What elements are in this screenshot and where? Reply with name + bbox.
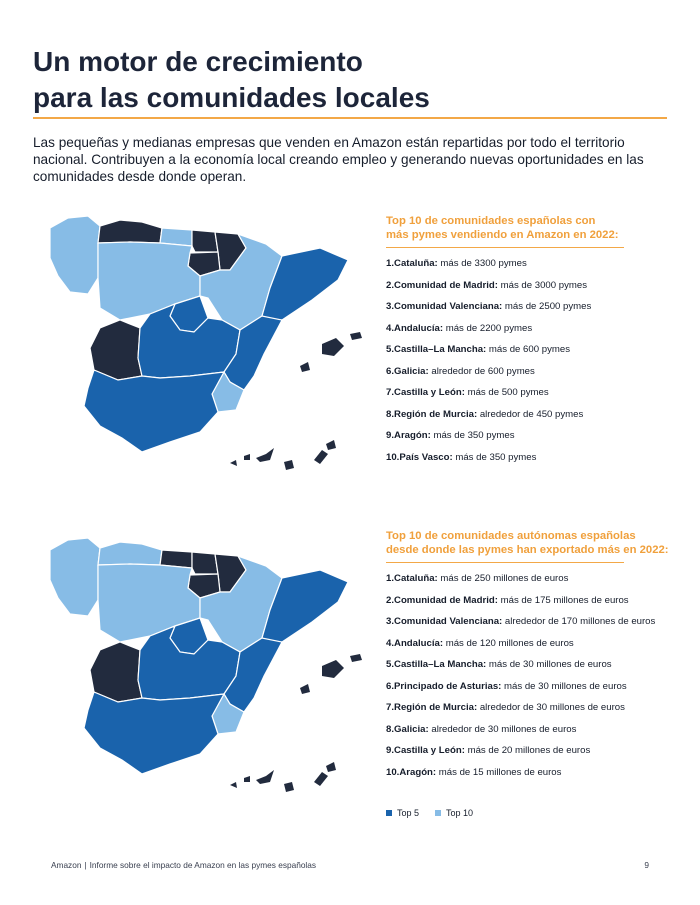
ranking-item-value: más de 2500 pymes <box>502 301 592 312</box>
legend-label-top10: Top 10 <box>446 808 474 818</box>
ranking-item-region: Comunidad Valenciana: <box>394 616 503 627</box>
legend-swatch-top5 <box>386 810 392 816</box>
island-ibiza <box>300 684 310 694</box>
map-regions <box>50 216 348 452</box>
ranking-item-region: Andalucía: <box>394 322 444 334</box>
ranking-title-line-1: Top 10 de comunidades autónomas españolas <box>386 530 636 542</box>
ranking-item-name <box>386 767 436 778</box>
ranking-item-region: Galicia: <box>394 723 429 735</box>
island-tenerife <box>256 448 274 462</box>
ranking-item-region: Cataluña: <box>394 258 438 269</box>
island-gran-canaria <box>284 782 294 792</box>
ranking-item-rank: 9. <box>386 745 395 756</box>
ranking-item-name <box>386 745 465 756</box>
island-lanzarote <box>326 762 336 772</box>
page-title-line-2: para las comunidades locales <box>33 82 430 113</box>
ranking-item-region: Principado de Asturias: <box>394 680 502 692</box>
ranking-item <box>386 638 670 660</box>
region-pais-vasco <box>192 552 218 574</box>
ranking-item-value: más de 20 millones de euros <box>464 745 591 756</box>
ranking-item-region: Cataluña: <box>394 573 438 584</box>
ranking-item-region: Castilla–La Mancha: <box>394 344 487 355</box>
page-footer <box>51 860 316 870</box>
legend-swatch-top10 <box>435 810 441 816</box>
ranking-list-pymes <box>386 258 670 473</box>
ranking-item-value: más de 3300 pymes <box>437 258 527 269</box>
ranking-item-rank: 6. <box>386 680 395 692</box>
spain-map-pymes <box>30 208 375 476</box>
ranking-item-value: más de 175 millones de euros <box>497 594 629 606</box>
region-pais-vasco <box>192 230 218 252</box>
ranking-item-region: Comunidad de Madrid: <box>394 279 498 291</box>
island-tenerife <box>256 770 274 784</box>
ranking-item <box>386 616 670 638</box>
ranking-item-name <box>386 616 502 627</box>
ranking-item-value: más de 350 pymes <box>452 451 537 463</box>
ranking-item-rank: 4. <box>386 322 395 334</box>
map-regions <box>50 538 348 774</box>
ranking-item-rank: 10. <box>386 451 400 463</box>
ranking-item-name <box>386 323 443 334</box>
ranking-item <box>386 681 670 703</box>
ranking-item <box>386 323 670 345</box>
page-title-line-1: Un motor de crecimiento <box>33 46 363 77</box>
page-number: 9 <box>644 860 649 870</box>
ranking-title-pymes <box>386 215 670 242</box>
ranking-item-value: más de 30 millones de euros <box>486 659 612 670</box>
island-ibiza <box>300 362 310 372</box>
ranking-item-region: Castilla–La Mancha: <box>394 659 487 670</box>
ranking-item-rank: 1. <box>386 573 395 584</box>
ranking-item <box>386 767 670 789</box>
ranking-item-rank: 3. <box>386 301 395 312</box>
legend-label-top5: Top 5 <box>397 808 420 818</box>
ranking-item <box>386 409 670 431</box>
footer-separator: | <box>84 860 87 870</box>
ranking-item-value: alrededor de 450 pymes <box>477 408 584 420</box>
ranking-item-rank: 8. <box>386 408 395 420</box>
island-la-gomera <box>244 454 250 460</box>
canary-islands <box>230 762 336 792</box>
island-menorca <box>350 332 362 340</box>
ranking-panel-exports <box>386 530 670 788</box>
island-fuerteventura <box>314 772 328 786</box>
ranking-divider <box>386 562 624 563</box>
ranking-item <box>386 573 670 595</box>
map-legend <box>386 808 489 818</box>
ranking-item-name <box>386 344 486 355</box>
footer-brand: Amazon <box>51 860 82 870</box>
ranking-item-rank: 9. <box>386 430 395 441</box>
ranking-item <box>386 430 670 452</box>
ranking-item-name <box>386 430 431 441</box>
ranking-item-region: Región de Murcia: <box>394 702 478 713</box>
ranking-item-value: alrededor de 30 millones de euros <box>428 723 577 735</box>
ranking-item-name <box>386 702 477 713</box>
ranking-item-rank: 7. <box>386 387 395 398</box>
ranking-item-rank: 6. <box>386 365 395 377</box>
ranking-item-region: Castilla y León: <box>394 387 465 398</box>
ranking-item-rank: 1. <box>386 258 395 269</box>
ranking-item-rank: 5. <box>386 659 395 670</box>
ranking-item-rank: 2. <box>386 594 395 606</box>
ranking-item-value: más de 3000 pymes <box>497 279 588 291</box>
ranking-item-value: más de 2200 pymes <box>443 322 533 334</box>
ranking-item-name <box>386 573 438 584</box>
ranking-item-value: más de 250 millones de euros <box>437 573 569 584</box>
ranking-item-value: más de 350 pymes <box>430 430 515 441</box>
ranking-item-value: alrededor de 30 millones de euros <box>477 702 625 713</box>
island-el-hierro <box>230 782 237 788</box>
island-el-hierro <box>230 460 237 466</box>
island-mallorca <box>322 660 344 678</box>
ranking-divider <box>386 247 624 248</box>
ranking-item-region: Andalucía: <box>394 637 444 649</box>
ranking-item-region: Comunidad de Madrid: <box>394 594 498 606</box>
ranking-item <box>386 702 670 724</box>
legend-item-top5 <box>386 808 419 818</box>
ranking-item <box>386 595 670 617</box>
ranking-title-line-2: desde donde las pymes han exportado más en 2022: <box>386 543 669 556</box>
ranking-item-value: alrededor de 600 pymes <box>428 365 535 377</box>
balearic-islands <box>300 654 362 694</box>
ranking-item-rank: 5. <box>386 344 395 355</box>
ranking-item-name <box>386 595 498 606</box>
ranking-item-name <box>386 366 429 377</box>
ranking-item-name <box>386 638 443 649</box>
ranking-title-line-1: Top 10 de comunidades españolas con <box>386 215 596 227</box>
ranking-item-name <box>386 409 477 420</box>
ranking-item <box>386 659 670 681</box>
ranking-item-region: Galicia: <box>394 365 429 377</box>
ranking-item-value: más de 15 millones de euros <box>436 766 562 778</box>
ranking-item-rank: 3. <box>386 616 395 627</box>
ranking-item <box>386 258 670 280</box>
region-galicia <box>50 538 100 616</box>
ranking-item-name <box>386 724 429 735</box>
ranking-item-name <box>386 681 501 692</box>
ranking-item <box>386 745 670 767</box>
ranking-item-region: Región de Murcia: <box>394 408 478 420</box>
region-andalucia <box>84 370 224 452</box>
island-la-gomera <box>244 776 250 782</box>
ranking-title-line-2: más pymes vendiendo en Amazon en 2022: <box>386 228 619 241</box>
ranking-panel-pymes <box>386 215 670 473</box>
footer-report-title: Informe sobre el impacto de Amazon en las pymes españolas <box>89 860 317 870</box>
ranking-list-exports <box>386 573 670 788</box>
ranking-item-region: País Vasco: <box>399 451 453 463</box>
ranking-item-rank: 7. <box>386 702 395 713</box>
island-mallorca <box>322 338 344 356</box>
ranking-item <box>386 724 670 746</box>
region-asturias <box>98 542 162 565</box>
ranking-item-name <box>386 301 502 312</box>
ranking-item <box>386 366 670 388</box>
title-divider <box>33 117 667 119</box>
ranking-item <box>386 301 670 323</box>
balearic-islands <box>300 332 362 372</box>
ranking-item-rank: 2. <box>386 279 395 291</box>
ranking-item-value: más de 500 pymes <box>464 387 549 398</box>
region-asturias <box>98 220 162 243</box>
ranking-item-rank: 8. <box>386 723 395 735</box>
ranking-item-rank: 4. <box>386 637 395 649</box>
ranking-item-rank: 10. <box>386 766 400 778</box>
region-galicia <box>50 216 100 294</box>
ranking-item-value: más de 600 pymes <box>486 344 570 355</box>
ranking-title-exports <box>386 530 670 557</box>
spain-map-exports <box>30 530 375 798</box>
ranking-item-region: Aragón: <box>394 430 431 441</box>
island-fuerteventura <box>314 450 328 464</box>
island-lanzarote <box>326 440 336 450</box>
legend-item-top10 <box>435 808 473 818</box>
ranking-item <box>386 344 670 366</box>
island-gran-canaria <box>284 460 294 470</box>
ranking-item-region: Aragón: <box>399 766 437 778</box>
page-title <box>33 44 430 116</box>
ranking-item-region: Castilla y León: <box>394 745 465 756</box>
ranking-item <box>386 387 670 409</box>
ranking-item-name <box>386 387 465 398</box>
ranking-item-region: Comunidad Valenciana: <box>394 301 503 312</box>
region-andalucia <box>84 692 224 774</box>
island-menorca <box>350 654 362 662</box>
ranking-item-name <box>386 280 498 291</box>
canary-islands <box>230 440 336 470</box>
ranking-item-name <box>386 659 486 670</box>
ranking-item-value: más de 30 millones de euros <box>501 680 627 692</box>
ranking-item <box>386 452 670 474</box>
ranking-item-name <box>386 452 453 463</box>
ranking-item-value: alrededor de 170 millones de euros <box>502 616 656 627</box>
ranking-item-name <box>386 258 438 269</box>
intro-paragraph: Las pequeñas y medianas empresas que venden en Amazon están repartidas por todo el territorio nacional. Contribuyen a la economía local creando empleo y generando nuevas oportunidades en las comunidades desde donde operan. <box>33 135 644 184</box>
ranking-item-value: más de 120 millones de euros <box>443 637 574 649</box>
ranking-item <box>386 280 670 302</box>
